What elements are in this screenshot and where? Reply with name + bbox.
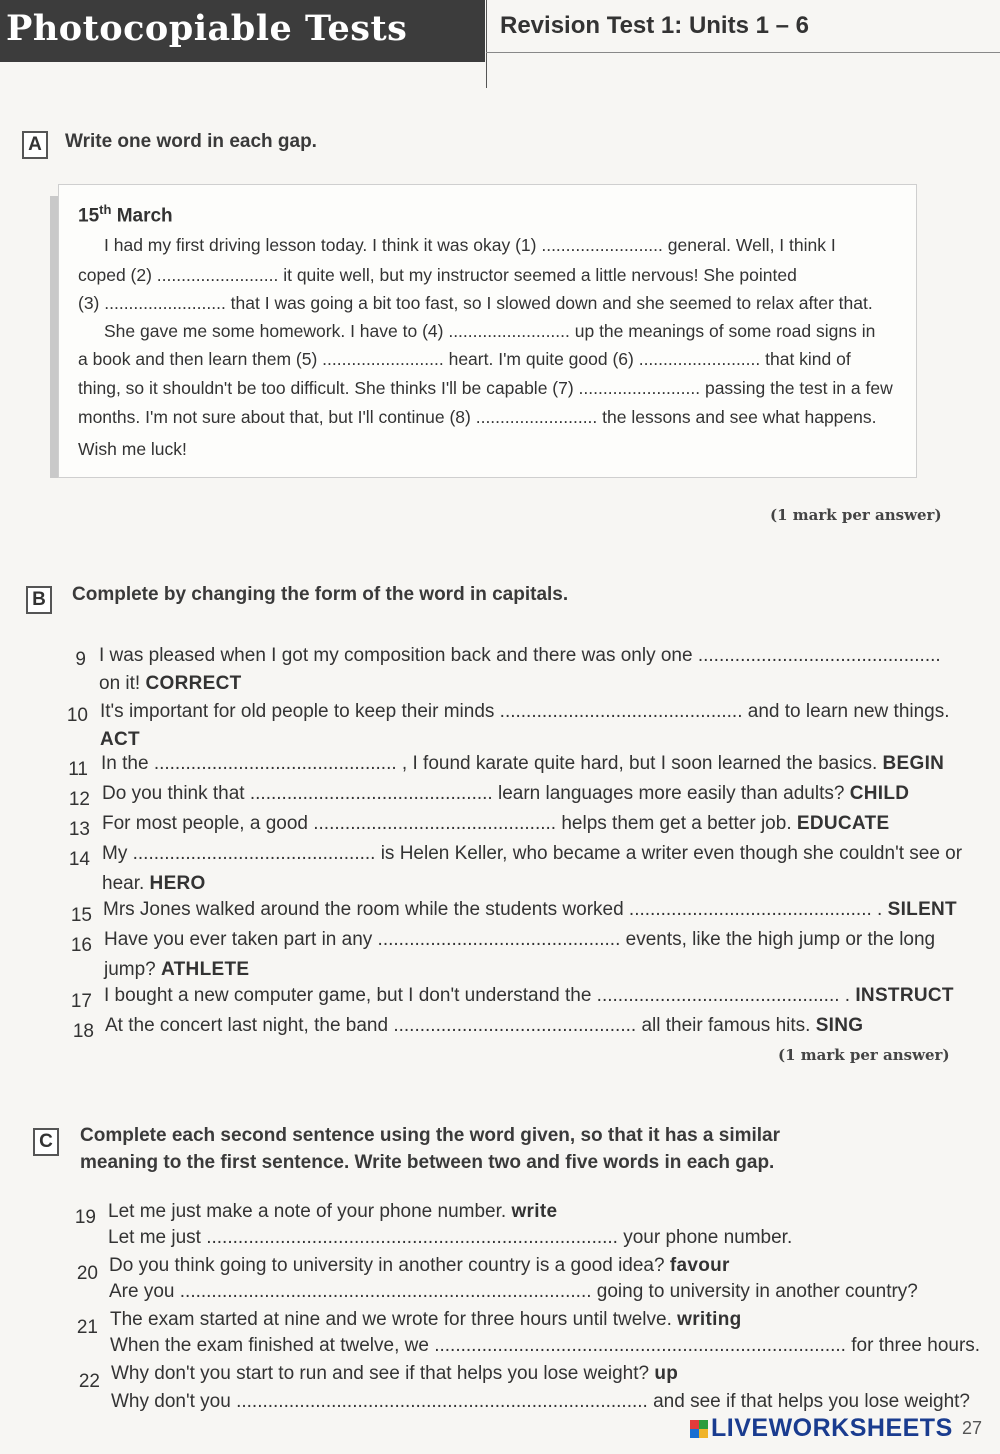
header-left-title: Photocopiable Tests — [6, 8, 408, 49]
item-text-main: Let me just make a note of your phone number. — [108, 1201, 507, 1222]
item-text-main: Why don't you start to run and see if that helps you lose weight? — [111, 1363, 650, 1384]
key-word: up — [654, 1363, 679, 1384]
key-word: SILENT — [887, 899, 957, 920]
item-number: 16 — [70, 935, 92, 956]
section-b-marks: (1 mark per answer) — [778, 1046, 950, 1064]
item-text — [104, 984, 954, 1008]
item-number: 17 — [70, 991, 92, 1012]
section-a-marks: (1 mark per answer) — [770, 506, 942, 524]
item-text — [105, 1014, 863, 1038]
diary-line: She gave me some homework. I have to (4) ......................... up the meanings of some road signs in — [104, 321, 876, 341]
item-text: Have you ever taken part in any .............................................. events, like the high jump or the long — [104, 929, 936, 950]
item-text-main: Mrs Jones walked around the room while the students worked .............................................. . — [103, 899, 883, 920]
item-rewrite: When the exam finished at twelve, we .............................................................................. for three hours. — [110, 1335, 981, 1356]
header-underline — [486, 52, 1000, 53]
diary-line: coped (2) ......................... it quite well, but my instructor seemed a little nervous! She pointed — [78, 265, 797, 285]
key-word: favour — [669, 1255, 730, 1276]
diary-line: Wish me luck! — [78, 439, 187, 459]
diary-date-suffix: th — [99, 202, 112, 217]
logo-text: LIVEWORKSHEETS — [711, 1414, 953, 1442]
key-word: SING — [815, 1015, 864, 1036]
item-text-main: Do you think going to university in another country is a good idea? — [109, 1255, 665, 1276]
key-word: writing — [677, 1309, 742, 1330]
item-text-cont: jump? — [104, 959, 156, 980]
item-number: 12 — [68, 789, 90, 810]
header-right-title: Revision Test 1: Units 1 – 6 — [500, 12, 809, 39]
key-word: ACT — [100, 729, 140, 750]
item-text-cont: hear. — [102, 873, 145, 894]
key-word: INSTRUCT — [855, 985, 954, 1006]
item-rewrite: Are you .............................................................................. going to university in another country? — [109, 1281, 918, 1302]
item-number: 18 — [72, 1021, 94, 1042]
key-word: EDUCATE — [796, 813, 890, 834]
diary-line: I had my first driving lesson today. I think it was okay (1) ......................... general. Well, I think I — [104, 235, 836, 255]
item-text — [99, 672, 242, 696]
diary-line: a book and then learn them (5) ......................... heart. I'm quite good (6) ......................... that kind of — [78, 349, 851, 369]
item-number: 11 — [68, 759, 88, 780]
item-text-main: I bought a new computer game, but I don't understand the .............................................. . — [104, 985, 851, 1006]
item-text — [102, 782, 909, 806]
section-b-instruction: Complete by changing the form of the word in capitals. — [72, 584, 569, 605]
key-word: BEGIN — [882, 753, 945, 774]
diary-date — [78, 202, 173, 227]
item-text-main: The exam started at nine and we wrote for three hours until twelve. — [110, 1309, 672, 1330]
key-word: ATHLETE — [161, 959, 250, 980]
key-word: CHILD — [849, 783, 910, 804]
header-divider — [486, 0, 487, 88]
item-text: I was pleased when I got my composition back and there was only one .............................................. — [99, 645, 941, 666]
item-text — [111, 1362, 678, 1386]
key-word: CORRECT — [145, 673, 242, 694]
item-text — [101, 752, 944, 776]
item-text — [104, 958, 249, 982]
item-text: My .............................................. is Helen Keller, who became a writer even though she couldn't see or — [102, 843, 963, 864]
key-word: HERO — [149, 873, 206, 894]
key-word: write — [511, 1201, 558, 1222]
diary-line: months. I'm not sure about that, but I'll continue (8) ......................... the lessons and see what happens. — [78, 407, 877, 427]
item-number: 13 — [68, 819, 90, 840]
header-band — [0, 0, 485, 62]
item-rewrite: Why don't you .............................................................................. and see if that helps you lose weight? — [111, 1391, 970, 1412]
item-number: 15 — [70, 905, 92, 926]
item-text-cont: on it! — [99, 673, 141, 694]
item-text — [103, 898, 957, 922]
item-number: 22 — [78, 1371, 100, 1392]
item-text — [100, 728, 140, 752]
item-text: It's important for old people to keep their minds .............................................. and to learn new things. — [100, 701, 950, 722]
section-a-label: A — [22, 131, 48, 159]
section-c-instruction-1: Complete each second sentence using the word given, so that it has a similar — [80, 1125, 781, 1146]
item-number: 9 — [75, 649, 86, 670]
item-rewrite: Let me just .............................................................................. your phone number. — [108, 1227, 793, 1248]
liveworksheets-icon — [690, 1420, 708, 1438]
item-text — [102, 812, 889, 836]
item-text-main: For most people, a good .............................................. helps them get a better job. — [102, 813, 792, 834]
diary-date-month: March — [116, 205, 173, 227]
diary-line: (3) ......................... that I was going a bit too fast, so I slowed down and she seemed to relax after that. — [78, 293, 873, 313]
item-text-main: In the .............................................. , I found karate quite hard, but I soon learned the basics. — [101, 753, 878, 774]
item-number: 14 — [68, 849, 90, 870]
item-text — [109, 1254, 730, 1278]
section-a-instruction: Write one word in each gap. — [65, 131, 317, 152]
section-c-instruction-2: meaning to the first sentence. Write between two and five words in each gap. — [80, 1152, 775, 1173]
item-text — [102, 872, 206, 896]
item-number: 20 — [76, 1263, 98, 1284]
item-text — [110, 1308, 742, 1332]
item-number: 21 — [76, 1317, 98, 1338]
page-number: 27 — [962, 1418, 983, 1438]
liveworksheets-logo[interactable] — [690, 1414, 953, 1443]
diary-date-day: 15 — [78, 205, 100, 227]
item-text-main: Do you think that .............................................. learn languages more easily than adults? — [102, 783, 845, 804]
item-text — [108, 1200, 557, 1224]
section-b-label: B — [26, 586, 52, 614]
diary-line: thing, so it shouldn't be too difficult. She thinks I'll be capable (7) ......................... passing the test in a few — [78, 378, 893, 398]
section-c-label: C — [33, 1128, 59, 1156]
item-number: 19 — [74, 1207, 96, 1228]
item-text-main: At the concert last night, the band .............................................. all their famous hits. — [105, 1015, 811, 1036]
item-number: 10 — [66, 705, 88, 726]
